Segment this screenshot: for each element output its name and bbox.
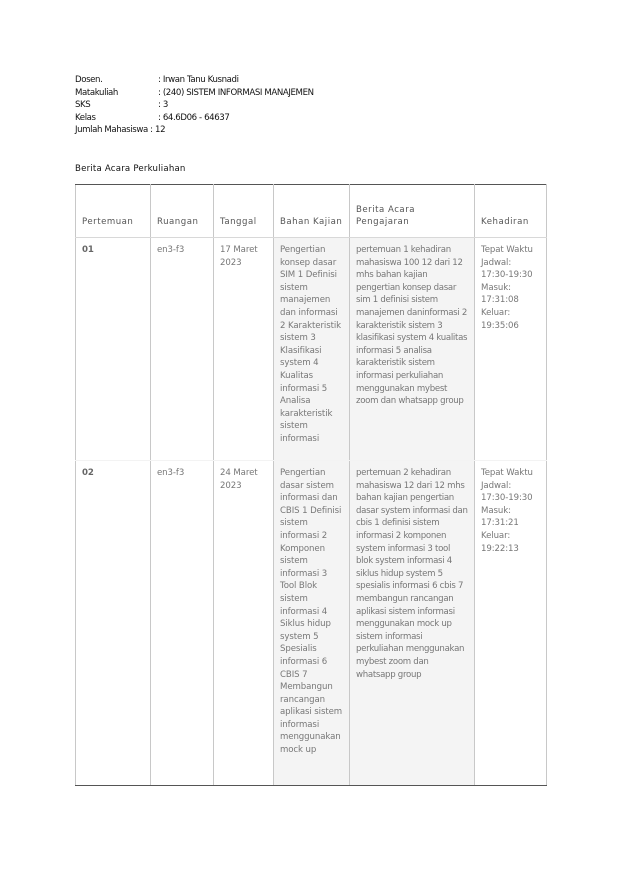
info-label: SKS [75,100,91,111]
info-row-jumlah-mahasiswa [75,124,314,137]
cell-bahan-kajian: Pengertian konsep dasar SIM 1 Definisi sistem manajemen dan informasi 2 Karakteristik sistem 3 Klasifikasi system 4 Kualitas informasi 5 Analisa karakteristik sistem informasi [274,238,350,461]
berita-acara-table [75,184,547,786]
header-bahan-kajian: Bahan Kajian [274,185,350,238]
info-value: : 64.6D06 - 64637 [158,112,230,123]
cell-pertemuan: 01 [76,238,151,461]
cell-bahan-kajian: Pengertian dasar sistem informasi dan CBIS 1 Definisi sistem informasi 2 Komponen sistem informasi 3 Tool Blok sistem informasi 4 Siklus hidup system 5 Spesialis informasi 6 CBIS 7 Membangun rancangan aplikasi sistem informasi menggunakan mock up [274,461,350,786]
cell-berita-acara: pertemuan 1 kehadiran mahasiswa 100 12 dari 12 mhs bahan kajian pengertian konsep dasar sim 1 definisi sistem manajemen daninformasi 2 karakteristik sistem 3 klasifikasi system 4 kualitas informasi 5 analisa karakteristik sistem informasi perkuliahan menggunakan mybest zoom dan whatsapp group [350,238,475,461]
table-row [76,461,547,786]
header-pertemuan: Pertemuan [76,185,151,238]
cell-tanggal: 24 Maret 2023 [214,461,274,786]
info-label: Jumlah Mahasiswa [75,125,148,136]
info-value: : 12 [150,125,166,136]
info-value: : Irwan Tanu Kusnadi [158,75,239,85]
info-label: Matakuliah [75,87,118,98]
header-tanggal: Tanggal [214,185,274,238]
info-row-kelas [75,112,314,125]
info-value: : 3 [158,100,168,111]
header-berita-acara: Berita Acara Pengajaran [350,185,475,238]
course-info [75,74,314,137]
info-row-sks [75,99,314,112]
cell-berita-acara: pertemuan 2 kehadiran mahasiswa 12 dari 12 mhs bahan kajian pengertian dasar system informasi dan cbis 1 definisi sistem informasi 2 komponen system informasi 3 tool blok system informasi 4 siklus hidup system 5 spesialis informasi 6 cbis 7 membangun rancangan aplikasi sistem informasi menggunakan mock up sistem informasi perkuliahan menggunakan mybest zoom dan whatsapp group [350,461,475,786]
info-row-dosen [75,74,314,87]
info-value: : (240) SISTEM INFORMASI MANAJEMEN [158,87,314,98]
info-row-matakuliah [75,87,314,100]
table-header-row [76,185,547,238]
table-row [76,238,547,461]
cell-pertemuan: 02 [76,461,151,786]
cell-ruangan: en3-f3 [151,461,214,786]
info-label: Dosen. [75,75,103,85]
header-kehadiran: Kehadiran [475,185,547,238]
header-ruangan: Ruangan [151,185,214,238]
cell-ruangan: en3-f3 [151,238,214,461]
cell-kehadiran: Tepat Waktu Jadwal: 17:30-19:30 Masuk: 17:31:08 Keluar: 19:35:06 [475,238,547,461]
info-label: Kelas [75,112,96,123]
section-title: Berita Acara Perkuliahan [75,164,186,174]
cell-kehadiran: Tepat Waktu Jadwal: 17:30-19:30 Masuk: 17:31:21 Keluar: 19:22:13 [475,461,547,786]
cell-tanggal: 17 Maret 2023 [214,238,274,461]
